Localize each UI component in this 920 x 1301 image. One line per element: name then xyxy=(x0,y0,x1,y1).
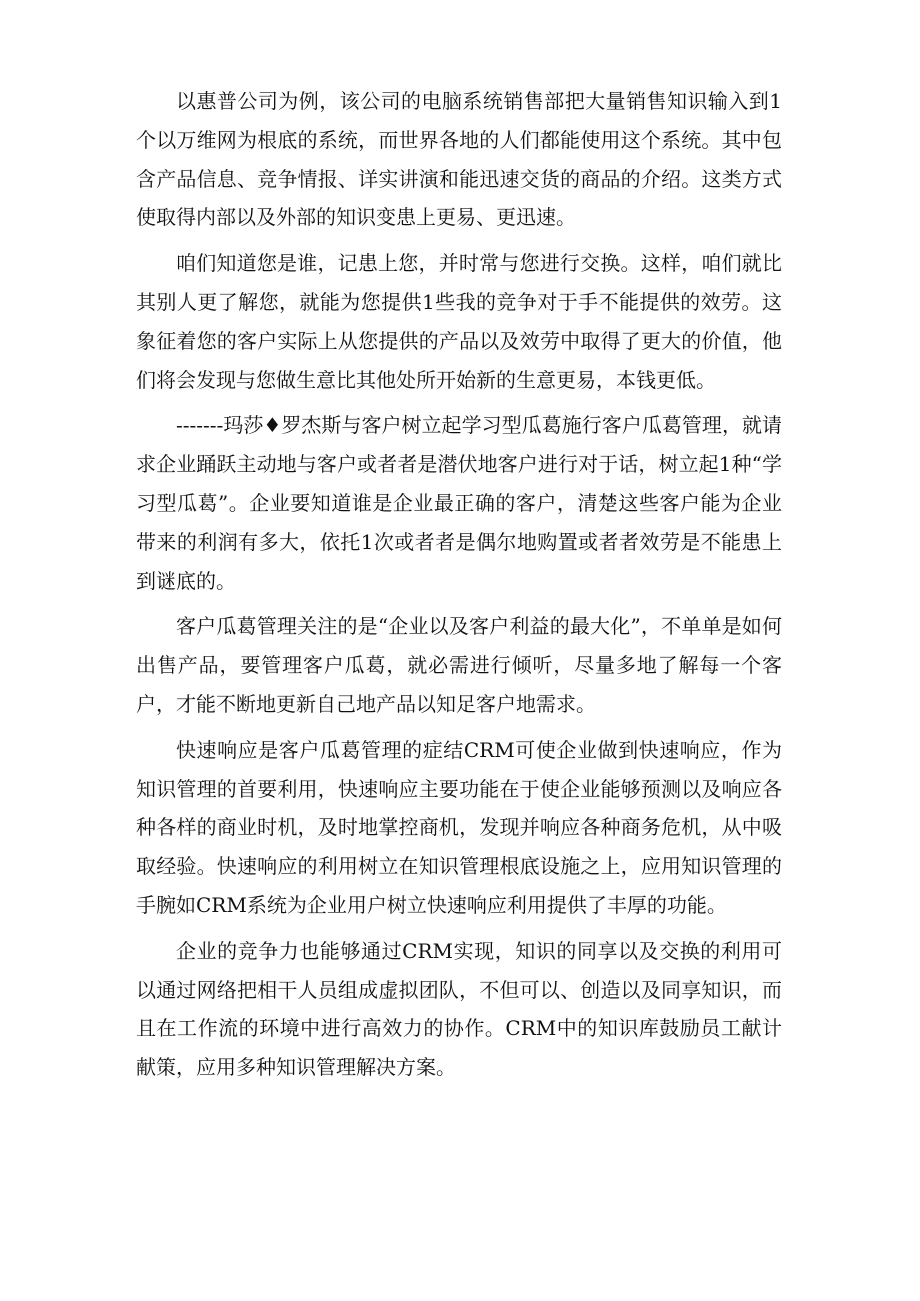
paragraph-competitiveness: 企业的竞争力也能够通过CRM实现，知识的同享以及交换的利用可以通过网络把相干人员组成虚拟团队，不但可以、创造以及同享知识，而且在工作流的环境中进行高效力的协作。CRM中的知识库鼓励员工献计献策，应用多种知识管理解决方案。 xyxy=(136,938,782,1080)
paragraph-hp-example: 以惠普公司为例，该公司的电脑系统销售部把大量销售知识输入到1个以万维网为根底的系统，而世界各地的人们都能使用这个系统。其中包含产品信息、竞争情报、详实讲演和能迅速交货的商品的介绍。这类方式使取得内部以及外部的知识变患上更易、更迅速。 xyxy=(136,89,782,230)
paragraph-quick-response: 快速响应是客户瓜葛管理的症结CRM可使企业做到快速响应，作为知识管理的首要利用，快速响应主要功能在于使企业能够预测以及响应各种各样的商业时机，及时地掌控商机，发现并响应各种商务危机，从中吸取经验。快速响应的利用树立在知识管理根底设施之上，应用知识管理的手腕如CRM系统为企业用户树立快速响应利用提供了丰厚的功能。 xyxy=(136,737,782,917)
document-body xyxy=(136,82,782,1094)
paragraph-learning-relationship: -------玛莎♦罗杰斯与客户树立起学习型瓜葛施行客户瓜葛管理，就请求企业踊跃主动地与客户或者者是潜伏地客户进行对于话，树立起1种“学习型瓜葛”。企业要知道谁是企业最正确的客户，清楚这些客户能为企业带来的利润有多大，依托1次或者者是偶尔地购置或者者效劳是不能患上到谜底的。 xyxy=(136,413,782,593)
paragraph-know-you: 咱们知道您是谁，记患上您，并时常与您进行交换。这样，咱们就比其别人更了解您，就能为您提供1些我的竞争对于手不能提供的效劳。这象征着您的客户实际上从您提供的产品以及效劳中取得了更大的价值，他们将会发现与您做生意比其他处所开始新的生意更易，本钱更低。 xyxy=(136,251,782,392)
paragraph-crm-focus: 客户瓜葛管理关注的是“企业以及客户利益的最大化”，不单单是如何出售产品，要管理客户瓜葛，就必需进行倾听，尽量多地了解每一个客户，才能不断地更新自己地产品以知足客户地需求。 xyxy=(136,614,782,716)
